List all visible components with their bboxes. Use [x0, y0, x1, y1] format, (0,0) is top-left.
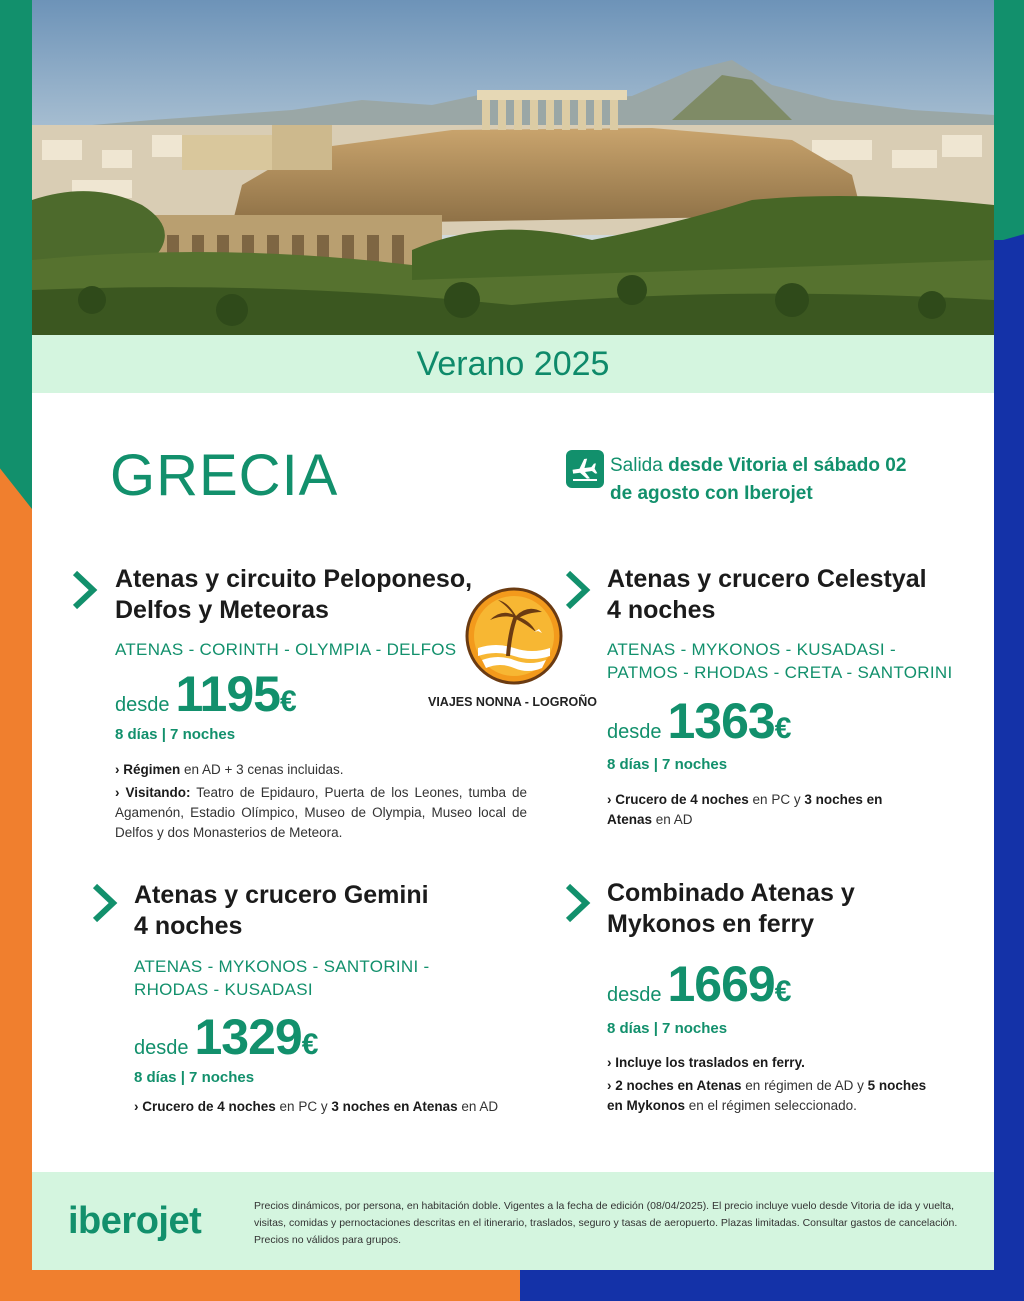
trip-price [115, 665, 297, 723]
price-from-label: desde [134, 1037, 189, 1059]
fine-print: Precios dinámicos, por persona, en habitación doble. Vigentes a la fecha de edición (08/04/2025). El precio incluye vuelo desde Vitoria de ida y vuelta, visitas, comidas y pernoctaciones descritas en el itinerario, traslados, seguro y tasas de aeropuerto. Plazas limitadas. Consultar gastos de cancelación. Precios no válidos para grupos. [254, 1200, 958, 1246]
plane-icon [566, 450, 604, 488]
detail-text2: en AD [457, 1099, 499, 1114]
trip-title [134, 880, 429, 942]
visits-label: › Visitando: [115, 785, 191, 800]
trip-title-line2: 4 noches [134, 912, 243, 940]
trip-route-line2: RHODAS - KUSADASI [134, 980, 313, 999]
trip-title-line2: 4 noches [607, 596, 716, 624]
trip-details [134, 1097, 544, 1117]
detail-text: en PC y [275, 1099, 332, 1114]
price-currency: € [301, 1028, 319, 1061]
price-currency: € [279, 685, 297, 718]
trip-title [607, 878, 855, 940]
season-label: Verano 2025 [416, 344, 610, 383]
trip-price [607, 955, 791, 1013]
price-amount: 1669 [667, 956, 775, 1012]
price-amount: 1363 [667, 693, 775, 749]
trip-duration: 8 días | 7 noches [607, 756, 728, 773]
footer [32, 1172, 994, 1270]
detail-bold: › 2 noches en Atenas [607, 1078, 742, 1093]
trip-price [607, 692, 791, 750]
price-from-label: desde [115, 694, 170, 716]
detail-text: en PC y [748, 792, 805, 807]
trip-title-line2: Mykonos en ferry [607, 910, 815, 938]
iberojet-logo: iberojet [68, 1200, 202, 1242]
background-orange-bottom [0, 1270, 520, 1301]
detail-text2: en AD [652, 812, 693, 827]
detail-bold2: 5 noches [867, 1078, 927, 1093]
chevron-right-icon [565, 570, 591, 610]
trip-title-line1: Atenas y crucero Gemini [134, 881, 429, 909]
chevron-right-icon [92, 883, 118, 923]
detail-bold: › Crucero de 4 noches [134, 1099, 276, 1114]
country-title: GRECIA [110, 443, 339, 508]
detail-bold2: 3 noches en Atenas [331, 1099, 458, 1114]
visits-text: Teatro de Epidauro, Puerta de los Leones, tumba de Agamenón, Estadio Olímpico, Museo de Olympia, Museo local de Delfos y dos Monasterios de Meteora. [115, 785, 527, 840]
price-from-label: desde [607, 984, 662, 1006]
departure-origin-date: desde Vitoria el sábado 02 [668, 455, 907, 476]
trip-details [607, 790, 937, 830]
departure-text [610, 452, 960, 508]
acropolis-photo [32, 0, 994, 335]
departure-date-airline: de agosto con Iberojet [610, 483, 813, 504]
trip-visits [115, 783, 527, 843]
trip-route-line2: PATMOS - RHODAS - CRETA - SANTORINI [607, 663, 953, 682]
season-banner [32, 335, 994, 393]
agency-name: VIAJES NONNA - LOGROÑO [428, 695, 597, 709]
detail-bold3: en Mykonos [607, 1098, 686, 1113]
price-amount: 1329 [194, 1009, 302, 1065]
regime-text: en AD + 3 cenas incluidas. [180, 762, 344, 777]
trip-title-line1: Combinado Atenas y [607, 879, 855, 907]
trip-price [134, 1008, 318, 1066]
price-currency: € [774, 975, 792, 1008]
detail-bold: › Crucero de 4 noches [607, 792, 749, 807]
background-blue-right [994, 240, 1024, 1301]
trip-title [115, 564, 472, 626]
detail-text: en régimen de AD y [741, 1078, 868, 1093]
price-amount: 1195 [175, 666, 280, 722]
detail-bold2: 3 noches en [804, 792, 883, 807]
trip-regime [115, 760, 525, 780]
price-currency: € [774, 712, 792, 745]
trip-route-line1: ATENAS - MYKONOS - SANTORINI - [134, 957, 430, 976]
trip-duration: 8 días | 7 noches [607, 1020, 728, 1037]
trip-ferry [607, 1053, 957, 1073]
trip-route [607, 638, 953, 684]
departure-prefix: Salida [610, 455, 669, 476]
trip-details [607, 1076, 957, 1116]
trip-route [134, 955, 430, 1001]
detail-bold3: Atenas [607, 812, 653, 827]
detail-text2: en el régimen seleccionado. [685, 1098, 857, 1113]
trip-route: ATENAS - CORINTH - OLYMPIA - DELFOS [115, 640, 457, 659]
palm-logo-icon [464, 586, 564, 686]
trip-duration: 8 días | 7 noches [134, 1069, 255, 1086]
regime-label: › Régimen [115, 762, 181, 777]
trip-title-line2: Delfos y Meteoras [115, 596, 329, 624]
trip-title [607, 564, 927, 626]
ferry-text: › Incluye los traslados en ferry. [607, 1055, 805, 1070]
trip-title-line1: Atenas y crucero Celestyal [607, 565, 927, 593]
chevron-right-icon [565, 883, 591, 923]
trip-duration: 8 días | 7 noches [115, 726, 236, 743]
trip-route-line1: ATENAS - MYKONOS - KUSADASI - [607, 640, 896, 659]
price-from-label: desde [607, 721, 662, 743]
trip-title-line1: Atenas y circuito Peloponeso, [115, 565, 473, 593]
chevron-right-icon [72, 570, 98, 610]
